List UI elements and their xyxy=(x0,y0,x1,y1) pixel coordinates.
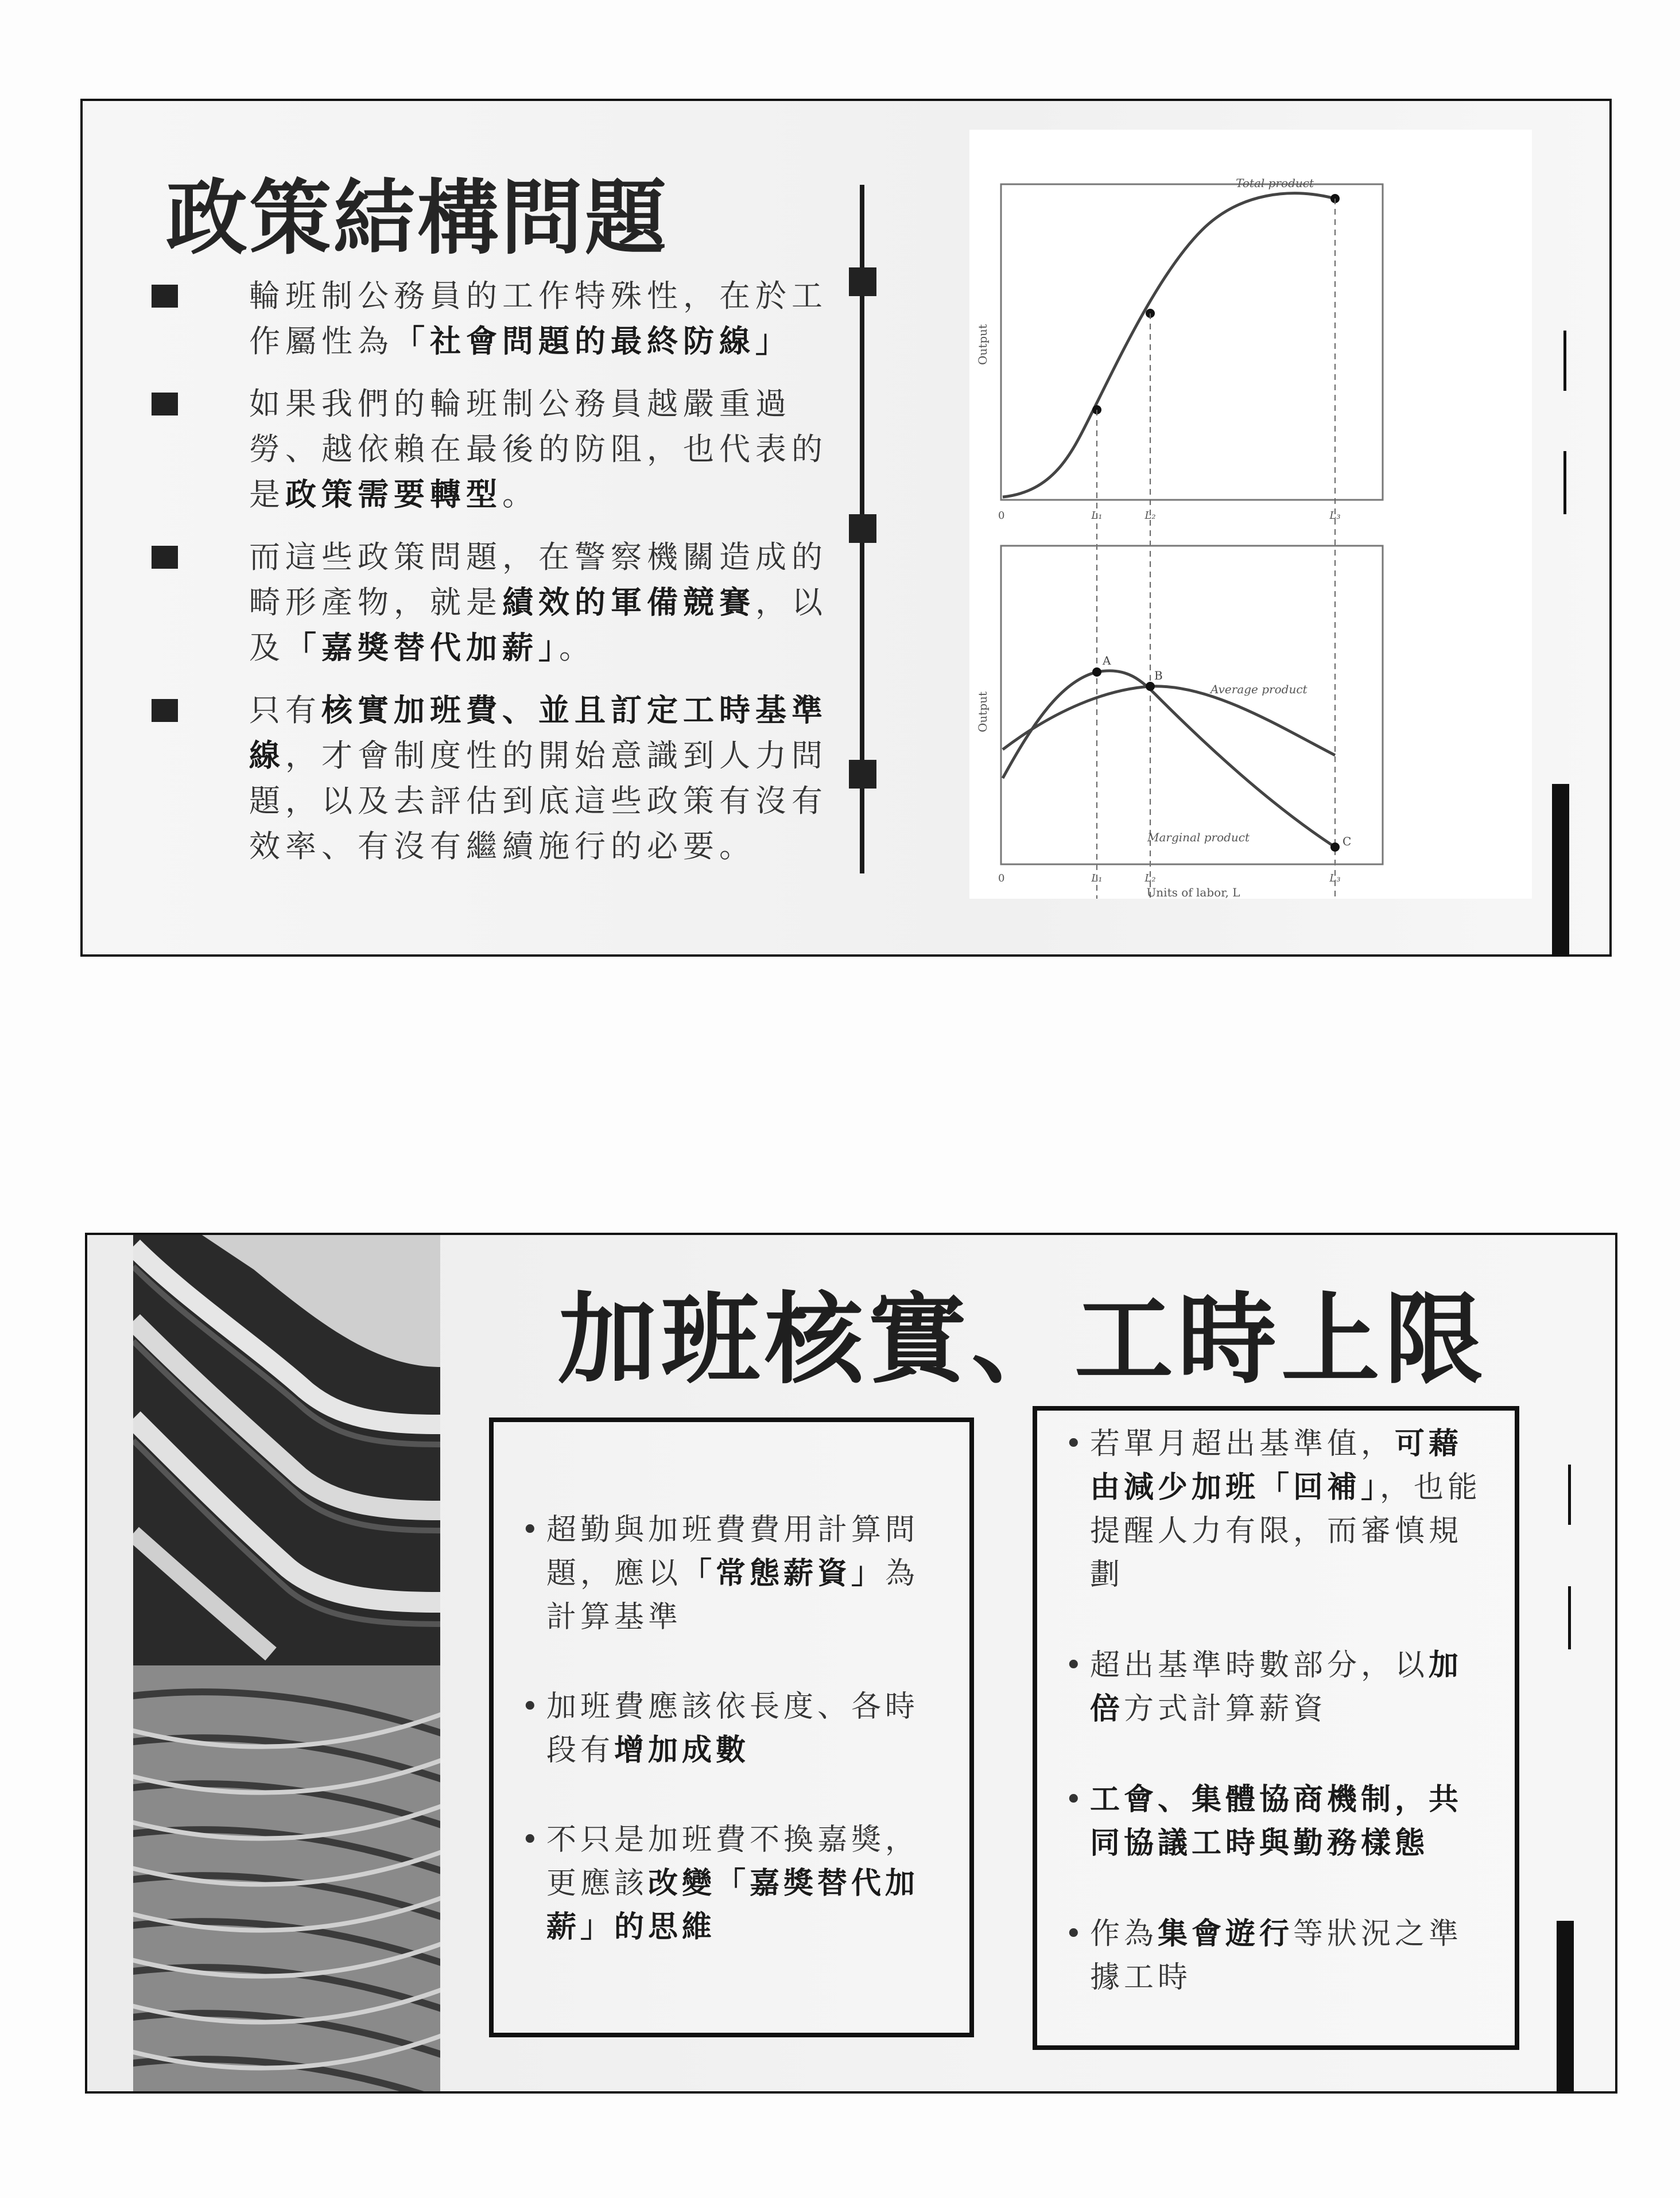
bottom-x-tick: L₃ xyxy=(1329,872,1341,884)
bullet-item xyxy=(152,381,858,517)
dot-bullet-icon: • xyxy=(1065,1917,1087,1951)
bullet-emphasis: 「常態薪資」 xyxy=(682,1556,886,1591)
bullet-text: 超出基準時數部分，以 xyxy=(1090,1648,1429,1683)
bullet-item xyxy=(152,534,858,670)
bullet-text: 。 xyxy=(559,630,595,666)
bullet-text: 。 xyxy=(502,476,538,512)
architecture-photo-top xyxy=(133,1235,440,1665)
bullet-text: 加班費應該依長度、各時段有 xyxy=(546,1690,919,1768)
bullet-emphasis: 政策需要轉型 xyxy=(285,476,502,512)
bullet-text: 不只是加班費不換嘉獎，更應該 xyxy=(546,1823,919,1901)
bullet-text: 只有 xyxy=(249,692,321,728)
bullet-item xyxy=(1060,1422,1492,1597)
bullet-text: 如果我們的輪班制公務員越嚴重過勞、越依賴在最後的防阻，也代表的是 xyxy=(249,386,828,512)
bullet-text: 為計算基準 xyxy=(546,1556,919,1634)
point-c-label: C xyxy=(1343,834,1352,848)
bullet-emphasis: 核實加班費、並且訂定工時基準線 xyxy=(249,692,828,774)
bullet-item xyxy=(517,1818,946,1949)
slide1-title: 政策結構問題 xyxy=(166,171,669,266)
top-x-tick: L₂ xyxy=(1144,510,1156,522)
top-x-tick: L₃ xyxy=(1329,510,1341,522)
square-bullet-icon xyxy=(152,285,178,308)
bullet-emphasis: 改變「嘉獎替代加薪」的思維 xyxy=(546,1866,919,1944)
point-b-label: B xyxy=(1154,669,1163,682)
dot-bullet-icon: • xyxy=(1065,1648,1087,1683)
bullet-text: ，才會制度性的開始意識到人力問題，以及去評估到底這些政策有沒有效率、有沒有繼續施行的必要。 xyxy=(249,737,828,864)
bullet-item xyxy=(517,1508,946,1639)
decorative-tick xyxy=(1568,1586,1571,1649)
top-y-axis-label: Output xyxy=(976,324,990,365)
bottom-x-tick: L₂ xyxy=(1144,872,1156,884)
left-content-box xyxy=(489,1418,974,2037)
point-b-marker xyxy=(1146,682,1155,691)
bullet-text: 方式計算薪資 xyxy=(1124,1692,1328,1726)
bullet-emphasis: 加倍 xyxy=(1090,1648,1463,1726)
top-x-tick: 0 xyxy=(998,510,1005,522)
production-curves-figure xyxy=(969,130,1532,899)
bullet-item xyxy=(152,688,858,869)
average-product-label: Average product xyxy=(1210,682,1307,696)
point-a-label: A xyxy=(1103,654,1111,667)
timeline-marker xyxy=(849,760,876,789)
bottom-y-axis-label: Output xyxy=(976,691,990,732)
bottom-x-tick: 0 xyxy=(998,872,1005,884)
point-a-marker xyxy=(1092,667,1101,677)
bullet-text: 若單月超出基準值， xyxy=(1090,1427,1395,1461)
dot-bullet-icon: • xyxy=(521,1823,543,1857)
bullet-emphasis: 工會、集體協商機制，共同協議工時與勤務樣態 xyxy=(1090,1783,1463,1861)
square-bullet-icon xyxy=(152,546,178,569)
slide-policy-structure xyxy=(80,99,1612,957)
slide1-bullet-list xyxy=(152,273,858,886)
bullet-text: ，也能提醒人力有限，而審慎規劃 xyxy=(1090,1470,1482,1592)
x-axis-label: Units of labor, L xyxy=(1146,886,1240,899)
slide2-title: 加班核實、工時上限 xyxy=(558,1282,1488,1397)
bullet-text: 而這些政策問題，在警察機關造成的畸形產物，就是 xyxy=(249,539,828,620)
bullet-item xyxy=(152,273,858,364)
square-bullet-icon xyxy=(152,699,178,722)
total-product-label: Total product xyxy=(1236,176,1314,190)
decorative-bar xyxy=(1557,1921,1574,2094)
decorative-tick xyxy=(1568,1465,1571,1525)
marginal-product-label: Marginal product xyxy=(1147,830,1250,844)
right-content-box xyxy=(1033,1406,1519,2050)
bullet-text: 等狀況之準據工時 xyxy=(1090,1917,1463,1995)
slide-overtime-verification xyxy=(85,1233,1617,2094)
decorative-tick xyxy=(1563,331,1566,391)
dot-bullet-icon: • xyxy=(521,1513,543,1547)
top-x-tick: L₁ xyxy=(1091,510,1103,522)
bullet-emphasis: 「嘉獎替代加薪」 xyxy=(285,630,559,666)
decorative-bar xyxy=(1552,784,1569,957)
bullet-text: ，以及 xyxy=(249,584,828,666)
timeline-marker xyxy=(849,514,876,543)
bullet-emphasis: 增加成數 xyxy=(614,1733,750,1768)
bullet-emphasis: 績效的軍備競賽 xyxy=(502,584,755,620)
bullet-text: 超勤與加班費費用計算問題，應以 xyxy=(546,1513,919,1591)
point-c-marker xyxy=(1330,842,1340,852)
bullet-item xyxy=(1060,1912,1492,1999)
bullet-text: 輪班制公務員的工作特殊性，在於工作屬性為 xyxy=(249,278,828,359)
timeline-marker xyxy=(849,267,876,296)
dot-bullet-icon: • xyxy=(1065,1783,1087,1817)
bullet-emphasis: 集會遊行 xyxy=(1158,1917,1294,1951)
bullet-emphasis: 「社會問題的最終防線」 xyxy=(394,323,791,359)
bottom-x-tick: L₁ xyxy=(1091,872,1103,884)
square-bullet-icon xyxy=(152,393,178,415)
bullet-item xyxy=(1060,1778,1492,1865)
decorative-tick xyxy=(1563,451,1566,514)
dot-bullet-icon: • xyxy=(1065,1427,1087,1461)
bullet-text: 作為 xyxy=(1090,1917,1158,1951)
dot-bullet-icon: • xyxy=(521,1690,543,1724)
bullet-item xyxy=(517,1685,946,1772)
mesh-facade-photo xyxy=(133,1665,440,2094)
bullet-item xyxy=(1060,1644,1492,1731)
bullet-emphasis: 可藉由減少加班「回補」 xyxy=(1090,1427,1463,1505)
